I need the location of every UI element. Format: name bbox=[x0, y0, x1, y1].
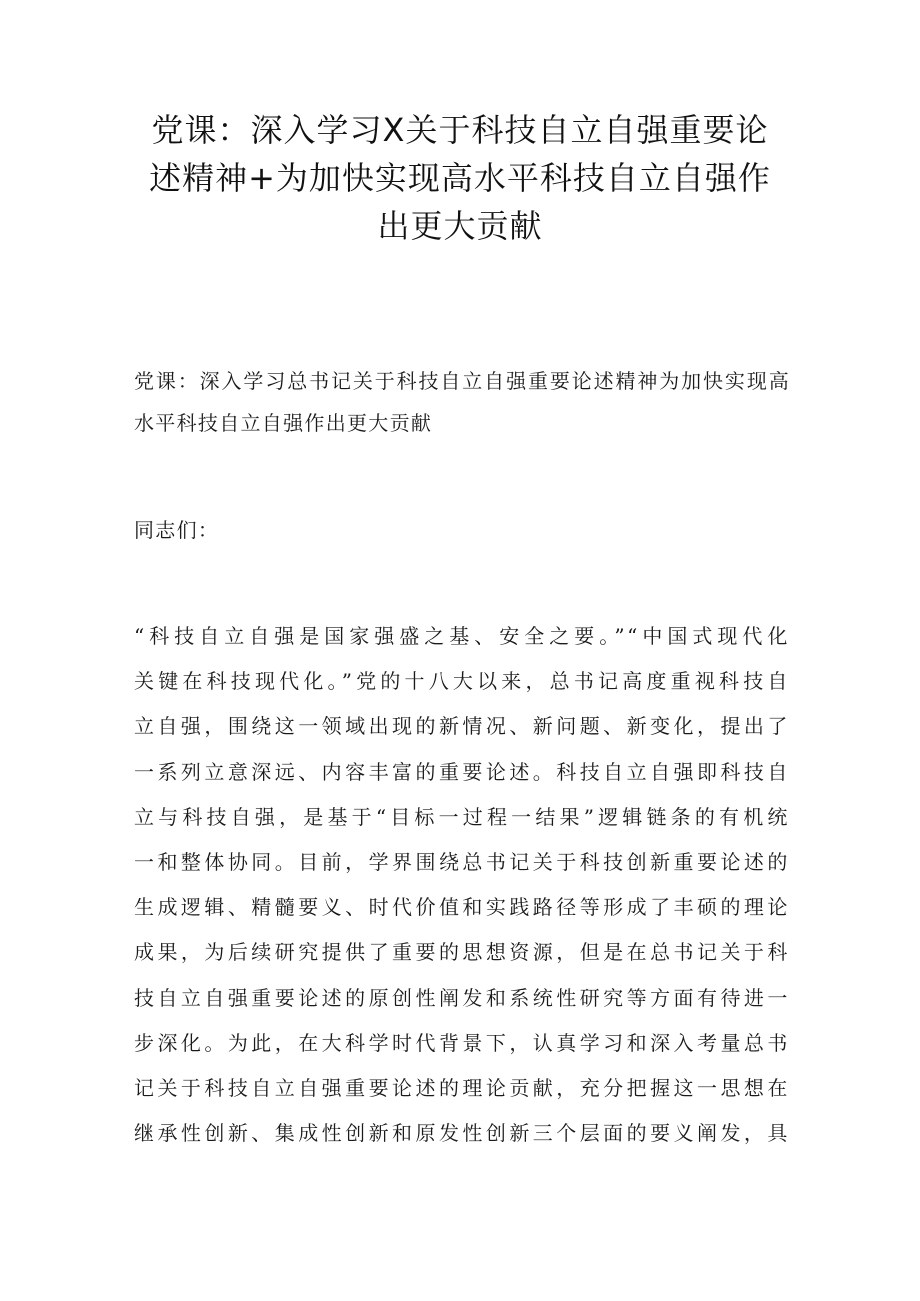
document-subtitle: 党课：深入学习总书记关于科技自立自强重要论述精神为加快实现高水平科技自立自强作出更大贡献 bbox=[134, 369, 790, 435]
body-line: 一系列立意深远、内容丰富的重要论述。科技自立自强即科技自 bbox=[134, 759, 790, 784]
body-line: 立与科技自强，是基于“目标一过程一结果”逻辑链条的有机统 bbox=[134, 804, 790, 829]
title-line: 述精神+为加快实现高水平科技自立自强作 bbox=[149, 159, 771, 197]
body-line: 生成逻辑、精髓要义、时代价值和实践路径等形成了丰硕的理论 bbox=[134, 895, 790, 920]
body-line: 继承性创新、集成性创新和原发性创新三个层面的要义阐发，具 bbox=[134, 1121, 790, 1146]
body-line: 成果，为后续研究提供了重要的思想资源，但是在总书记关于科 bbox=[134, 940, 790, 965]
body-line: 一和整体协同。目前，学界围绕总书记关于科技创新重要论述的 bbox=[134, 850, 790, 875]
body-line: “科技自立自强是国家强盛之基、安全之要。”“中国式现代化 bbox=[134, 624, 790, 648]
body-line: 技自立自强重要论述的原创性阐发和系统性研究等方面有待进一 bbox=[134, 985, 790, 1010]
document-title bbox=[120, 106, 800, 250]
body-line: 关键在科技现代化。”党的十八大以来，总书记高度重视科技自 bbox=[134, 669, 790, 694]
greeting: 同志们： bbox=[134, 518, 220, 542]
title-line: 出更大贡献 bbox=[377, 207, 543, 245]
body-line: 步深化。为此，在大科学时代背景下，认真学习和深入考量总书 bbox=[134, 1030, 790, 1055]
body-line: 记关于科技自立自强重要论述的理论贡献，充分把握这一思想在 bbox=[134, 1076, 790, 1101]
body-paragraph bbox=[134, 614, 790, 1156]
title-line: 党课：深入学习Ⅹ关于科技自立自强重要论 bbox=[151, 111, 769, 149]
body-line: 立自强，围绕这一领域出现的新情况、新问题、新变化，提出了 bbox=[134, 714, 790, 739]
